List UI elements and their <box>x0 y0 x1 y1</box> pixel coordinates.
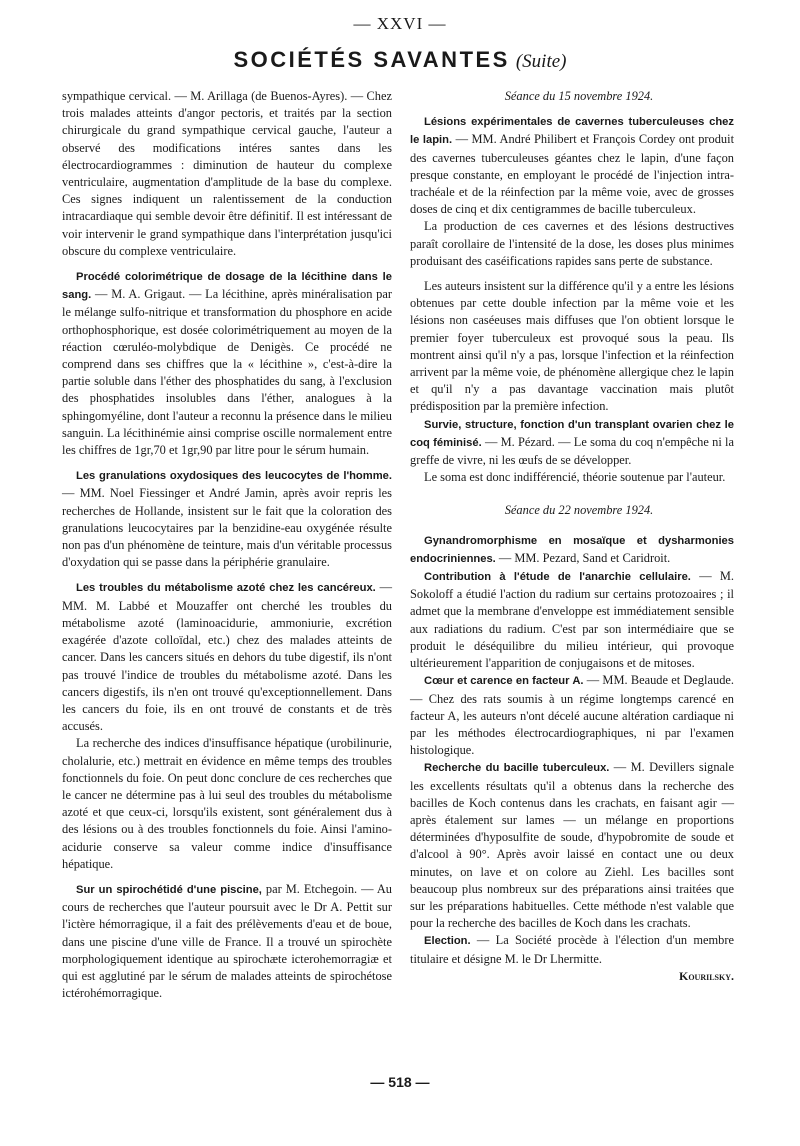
article-body: — MM. Beaude et Deglaude. — Chez des rats soumis à un régime longtemps carencé en facteur A, les auteurs n'ont décelé aucune altération cardiaque ni par les méthodes électrocardiographiques, ni par l'examen histologique. <box>410 673 734 758</box>
article-body: — MM. Noel Fiessinger et André Jamin, après avoir repris les recherches de Hollande, insistent sur le fait que la coloration des granulations leucocytaires par la benzidine-eau oxygénée résulte non pas d'un phénomène de teinture, mais d'un véritable processus d'oxydation qui se passe dans la périphérie granulaire. <box>62 486 392 570</box>
paragraph-auteurs <box>410 278 734 416</box>
article-spirochete <box>62 881 392 1002</box>
roman-page-number: — XXVI — <box>353 14 447 33</box>
session-heading: Séance du 22 novembre 1924. <box>504 503 654 518</box>
article-gynandromorphisme <box>410 532 734 568</box>
section-title-suffix: (Suite) <box>515 51 567 72</box>
article-coeur <box>410 672 734 759</box>
article-title: Recherche du bacille tuberculeux. <box>424 762 610 775</box>
article-title: Procédé colorimétrique de dosage de la lécithine dans le sang. <box>62 271 392 302</box>
article-body: — M. Sokoloff a étudié l'action du radium sur certains protozoaires ; il admet que la membrane d'enveloppe est immédiatement sensible aux radiations du radium. C'est par son intermédiaire que se produit le déséquilibre du milieu intérieur, qui provoque ultérieurement l'apparition de conjugaisons et de mitoses. <box>410 569 734 671</box>
article-body: — M. Pézard. — Le soma du coq n'empêche ni la greffe de vivre, ni les œufs de se développer. <box>410 434 734 468</box>
left-column <box>62 88 392 1010</box>
paragraph-production <box>410 218 734 270</box>
paragraph-sympathique <box>62 88 392 260</box>
article-granulations <box>62 467 392 571</box>
paragraph-body: sympathique cervical. — M. Arillaga (de Buenos-Ayres). — Chez trois malades atteints d'angor pectoris, et traités par la section chirurgicale du grand sympathique cervical gauche, l'auteur a observé des modifications intéres santes dans les électrocardiogrammes : diminution de hauteur du complexe ventriculaire, augmentation d'amplitude de la base du complexe. Ces signes indiquent un ralentissement de la conduction intracardiaque qui semble devoir être définitif. Il est intéressant de voir intervenir le grand sympathique dans l'interprétation jusqu'ici obscure du complexe ventriculaire. <box>62 89 392 258</box>
right-column <box>410 88 734 993</box>
paragraph-body: Le soma est donc indifférencié, théorie soutenue par l'auteur. <box>424 470 726 485</box>
article-cavernes <box>410 113 734 218</box>
paragraph-soma <box>410 469 734 486</box>
paragraph-body: La production de ces cavernes et des lésions destructives paraît corollaire de l'intensité de la dose, les doses plus minimes produisant des caséifications rapides sans perte de substance. <box>410 219 734 268</box>
article-title: Les granulations oxydosiques des leucocytes de l'homme. <box>76 470 392 483</box>
article-lecithine <box>62 268 392 459</box>
article-body: par M. Etchegoin. — Au cours de recherches que l'auteur poursuit avec le Dr A. Pettit sur l'ictère hémorragique, il a fait des prélèvements d'eau et de boue, dans une piscine d'une ville de France. Il a trouvé un spirochète morphologiquement identique au spirochæte icterohemorragiæ et qui est agglutiné par le sérum de malades atteints de spirochétose ictérohémorragique. <box>62 881 392 1001</box>
section-title-main: SOCIÉTÉS SAVANTES <box>233 47 510 72</box>
article-body: — MM. André Philibert et François Cordey ont produit des cavernes tuberculeuses géantes chez le lapin, d'une façon presque constante, en employant le procédé de l'injection intra-trachéale et de la réinfection par la même voie, avec de grosses doses de cinq et dix centigrammes de bacille tuberculeux. <box>410 132 735 217</box>
article-title: Lésions expérimentales de cavernes tuberculeuses chez le lapin. <box>410 116 734 147</box>
article-body: — MM. M. Labbé et Mouzaffer ont cherché les troubles du métabolisme azoté (laminoacidurie, ammoniurie, excrétion exagérée d'azote colloïdal, etc.) chez des malades atteints de cancer. Dans les cancers situés en dehors du tube digestif, ils n'ont pas trouvé l'indice de troubles du métabolisme azoté. Dans les cancers digestifs, ils n'en ont trouvé qu'exceptionnellement. Dans les cancers du foie, ils en ont trouvé de constants et de très accusés. <box>62 580 392 734</box>
article-title: Cœur et carence en facteur A. <box>424 675 584 688</box>
session-heading: Séance du 15 novembre 1924. <box>504 89 654 103</box>
article-title: Sur un spirochétidé d'une piscine, <box>76 883 262 896</box>
article-transplant <box>410 416 734 470</box>
article-title: Contribution à l'étude de l'anarchie cellulaire. <box>424 571 691 584</box>
article-body: — M. Devillers signale les excellents résultats qu'il a obtenus dans la recherche des bacilles de Koch contenus dans les crachats, en faisant agir — après étalement sur lames — un mélange en proportions déterminées d'hyposulfite de soude, d'hypobromite de soude et d'alcool à 90°. Après avoir laissé en contact une ou deux minutes, on lave et on colore au Ziehl. Les bacilles sont beaucoup plus nombreux sur des préparations ainsi traitées que sur les préparations habituelles. Cette méthode n'est valable que pour la recherche des bacilles de Koch dans les crachats. <box>410 760 734 931</box>
article-title: Gynandromorphisme en mosaïque et dysharmonies endocriniennes. <box>410 534 734 565</box>
article-title: Survie, structure, fonction d'un transplant ovarien chez le coq féminisé. <box>410 418 734 449</box>
article-title: Les troubles du métabolisme azoté chez les cancéreux. <box>76 582 376 595</box>
paragraph-insuffisance <box>62 735 392 873</box>
section-title <box>0 47 800 73</box>
article-bacille <box>410 759 734 932</box>
article-body: — M. A. Grigaut. — La lécithine, après minéralisation par le mélange sulfo-nitrique et transformation du phosphore en acide orthophosphorique, est dosée colorimétriquement au moyen de la réaction cœruléo-molybdique de Denigès. Ce procédé ne comprend dans ses chiffres que la « lécithine », c'est-à-dire la partie soluble dans l'éther des phosphatides du sang, à l'exclusion des phosphatides insolubles dans l'éther, analogues à la sphingomyéline, dont l'auteur a reconnu la présence dans le milieu sanguin. La lécithinémie ainsi comprise oscille normalement entre les chiffres de 1gr,70 et 1gr,90 par litre pour le sérum humain. <box>62 287 392 458</box>
article-election <box>410 932 734 967</box>
author-signature: Kourilsky. <box>678 968 734 983</box>
article-anarchie <box>410 568 734 672</box>
article-title: Election. <box>424 935 471 948</box>
article-metabolisme <box>62 579 392 735</box>
article-body: — MM. Pezard, Sand et Caridroit. <box>495 550 671 565</box>
page-number: — 518 — <box>370 1074 430 1090</box>
paragraph-body: La recherche des indices d'insuffisance hépatique (urobilinurie, cholalurie, etc.) mettrait en évidence en même temps des troubles fonctionnels du foie. On peut donc conclure de ces recherches que le cancer ne détermine pas à lui seul des troubles du métabolisme azoté et que ceux-ci, lorsqu'ils existent, sont généralement dus à des lésions ou à des troubles fonctionnels du foie. Ainsi l'amino-acidurie conserve sa valeur comme indice d'insuffisance hépatique. <box>62 736 392 871</box>
article-body: — La Société procède à l'élection d'un membre titulaire et désigne M. le Dr Lhermitte. <box>410 933 734 966</box>
paragraph-body: Les auteurs insistent sur la différence qu'il y a entre les lésions obtenues par cette double infection par la même voie et les lésions non caséeuses mais diffuses que l'on obtient lorsque le premier foyer tuberculeux est provoqué sous la peau. Ils montrent ainsi qu'il n'y a pas, lorsque l'infection et la réinfection arrivent par la même voie, de phénomène allergique chez le lapin et qu'il n'y a pas davantage vaccination mais plutôt prédisposition par la première infection. <box>410 279 734 414</box>
